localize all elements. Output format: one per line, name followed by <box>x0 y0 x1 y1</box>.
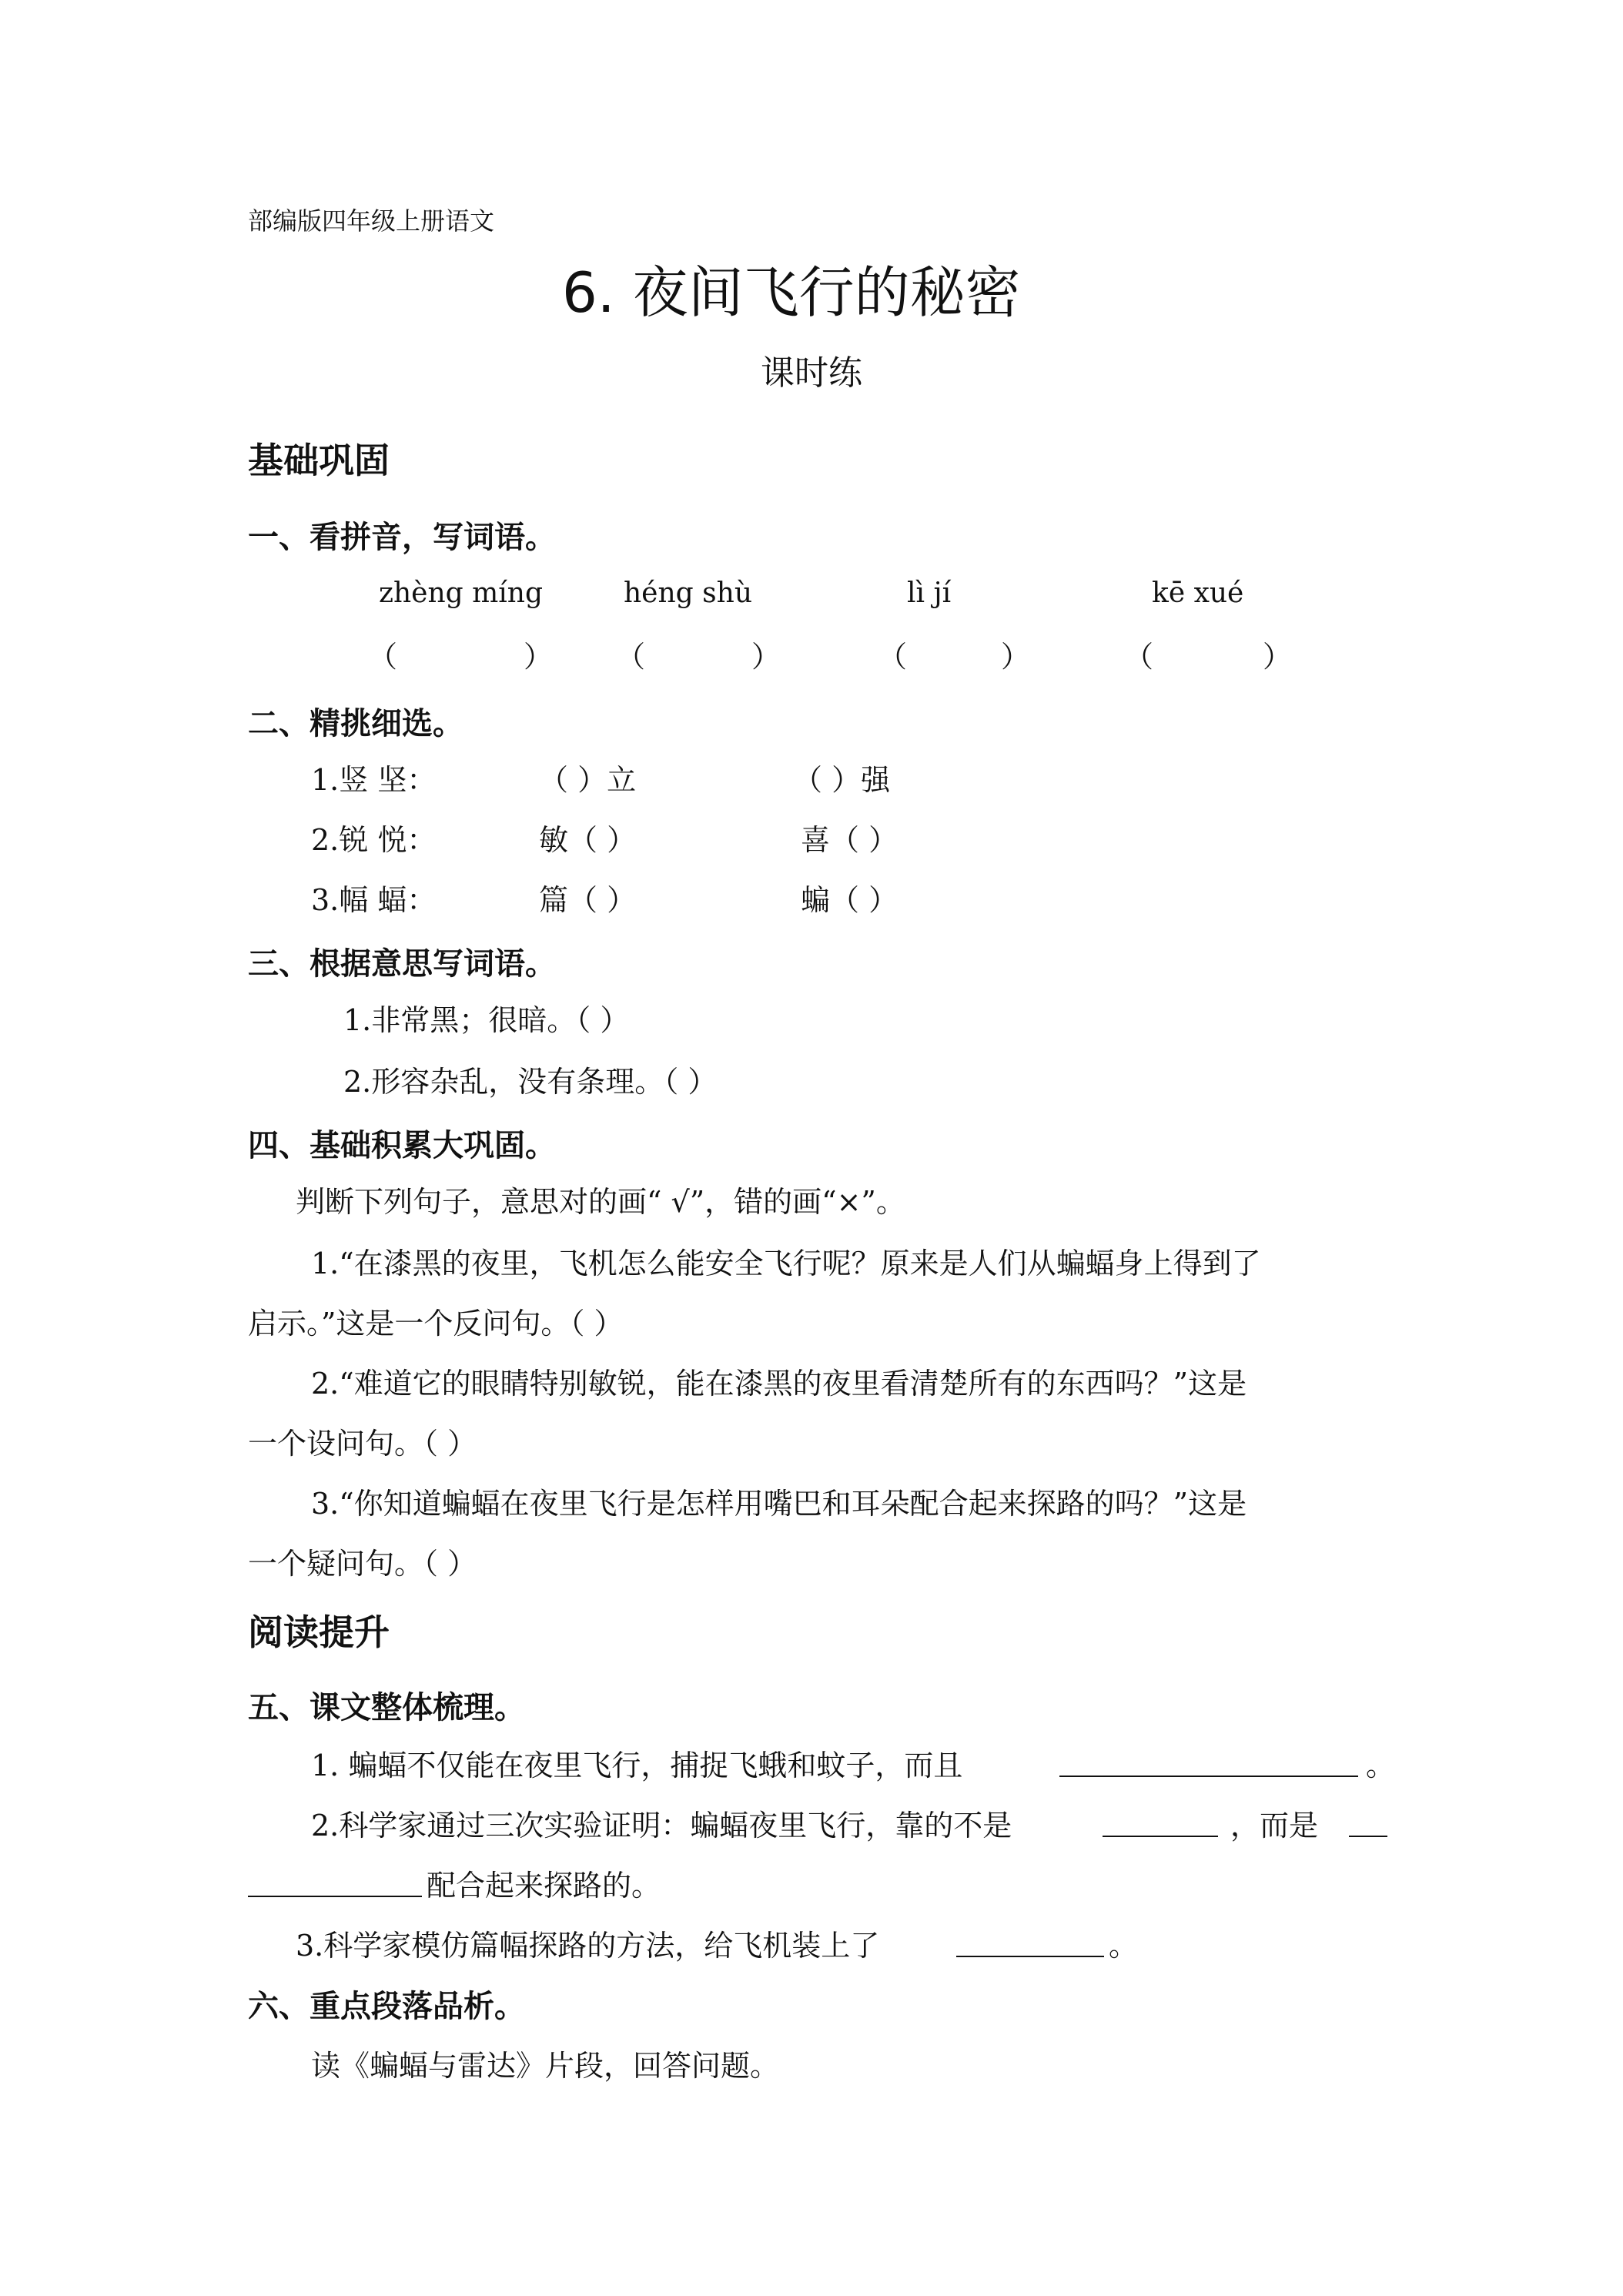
answer-paren-close-1: ） <box>524 640 554 674</box>
q2-row-1-a: （ ）立 <box>539 763 637 797</box>
q5-item-3: 3.科学家模仿篇幅探路的方法，给飞机装上了 <box>296 1929 880 1963</box>
q5-item-2-blank-2b[interactable] <box>248 1896 422 1897</box>
q4-item-3-line-2: 一个疑问句。（ ） <box>248 1547 477 1581</box>
answer-paren-close-2: ） <box>751 640 781 674</box>
answer-paren-open-2: （ <box>616 640 646 674</box>
question-2-title: 二、精挑细选。 <box>248 705 463 741</box>
q3-item-2: 2.形容杂乱，没有条理。（ ） <box>343 1065 718 1099</box>
answer-paren-open-4: （ <box>1124 640 1154 674</box>
q5-item-2-part-a: 2.科学家通过三次实验证明：蝙蝠夜里飞行，靠的不是 <box>311 1809 1012 1842</box>
question-4-title: 四、基础积累大巩固。 <box>248 1127 556 1163</box>
q2-row-2-a: 敏（ ） <box>539 823 637 857</box>
q4-instruction: 判断下列句子，意思对的画“ √”，错的画“×”。 <box>296 1185 905 1219</box>
question-3-title: 三、根据意思写词语。 <box>248 946 556 982</box>
section-heading-reading: 阅读提升 <box>248 1612 390 1653</box>
q5-item-2-blank-2a[interactable] <box>1349 1836 1387 1837</box>
page-title: 6. 夜间飞行的秘密 <box>562 260 1021 325</box>
pinyin-3: lì jí <box>907 577 952 609</box>
q2-row-3-b: 蝙（ ） <box>801 883 899 917</box>
q5-item-1: 1. 蝙蝠不仅能在夜里飞行，捕捉飞蛾和蚊子，而且 <box>311 1749 963 1782</box>
pinyin-1: zhèng míng <box>379 577 544 609</box>
q5-item-2-part-b: ，而是 <box>1230 1809 1319 1842</box>
q4-item-2-line-1: 2.“难道它的眼睛特别敏锐，能在漆黑的夜里看清楚所有的东西吗？”这是 <box>311 1367 1247 1401</box>
q5-item-2-blank-1[interactable] <box>1103 1836 1218 1837</box>
q4-item-3-line-1: 3.“你知道蝙蝠在夜里飞行是怎样用嘴巴和耳朵配合起来探路的吗？”这是 <box>311 1487 1247 1521</box>
q2-row-2-b: 喜（ ） <box>801 823 899 857</box>
q5-item-1-end: 。 <box>1366 1749 1396 1782</box>
page-subtitle: 课时练 <box>761 353 862 393</box>
question-1-title: 一、看拼音，写词语。 <box>248 519 556 555</box>
section-heading-basic: 基础巩固 <box>248 440 390 481</box>
pinyin-2: héng shù <box>624 577 753 609</box>
q5-item-3-end: 。 <box>1109 1929 1139 1963</box>
answer-paren-open-3: （ <box>878 640 908 674</box>
q4-item-1-line-2: 启示。”这是一个反问句。（ ） <box>248 1307 624 1340</box>
q2-row-3-label: 3.幅 蝠： <box>311 883 437 917</box>
q2-row-3-a: 篇（ ） <box>539 883 637 917</box>
answer-paren-open-1: （ <box>368 640 398 674</box>
q5-item-2-part-c: 配合起来探路的。 <box>427 1869 661 1903</box>
pinyin-4: kē xué <box>1152 577 1244 609</box>
question-6-title: 六、重点段落品析。 <box>248 1988 525 2024</box>
q6-instruction: 读《蝙蝠与雷达》片段，回答问题。 <box>311 2049 780 2083</box>
q4-item-2-line-2: 一个设问句。（ ） <box>248 1427 477 1461</box>
q2-row-2-label: 2.锐 悦： <box>311 823 437 857</box>
q5-item-3-blank[interactable] <box>956 1956 1104 1957</box>
q3-item-1: 1.非常黑；很暗。（ ） <box>343 1003 630 1037</box>
book-label: 部编版四年级上册语文 <box>248 206 495 236</box>
answer-paren-close-4: ） <box>1263 640 1293 674</box>
q2-row-1-label: 1.竖 坚： <box>311 763 437 797</box>
q4-item-1-line-1: 1.“在漆黑的夜里，飞机怎么能安全飞行呢？原来是人们从蝙蝠身上得到了 <box>311 1247 1261 1280</box>
q5-item-1-blank[interactable] <box>1059 1776 1358 1777</box>
q2-row-1-b: （ ）强 <box>793 763 891 797</box>
answer-paren-close-3: ） <box>1001 640 1031 674</box>
question-5-title: 五、课文整体梳理。 <box>248 1689 525 1725</box>
